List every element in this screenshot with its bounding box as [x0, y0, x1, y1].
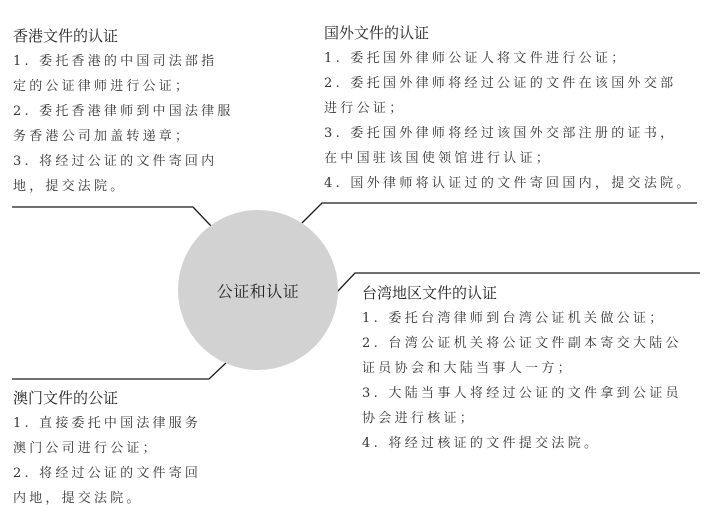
- macau-line: 澳门公司进行公证；: [13, 441, 159, 456]
- macau-line: 内地，提交法院。: [13, 491, 143, 506]
- foreign-title: 国外文件的认证: [324, 24, 430, 42]
- macau-title: 澳门文件的公证: [13, 389, 119, 407]
- foreign-line: 4. 国外律师将认证过的文件寄回国内，提交法院。: [324, 176, 693, 191]
- macau-block: [13, 387, 201, 511]
- hongkong-line: 务香港公司加盖转递章；: [13, 129, 192, 144]
- foreign-line: 2. 委托国外律师将经过公证的文件在该国外交部: [324, 76, 677, 91]
- taiwan-line: 4. 将经过核证的文件提交法院。: [362, 436, 601, 451]
- hongkong-title: 香港文件的认证: [13, 27, 119, 45]
- macau-line: 1. 直接委托中国法律服务: [13, 416, 202, 431]
- foreign-line: 3. 委托国外律师将经过该国外交部注册的证书，: [324, 126, 677, 141]
- taiwan-line: 1. 委托台湾律师到台湾公证机关做公证；: [362, 311, 666, 326]
- hongkong-block: [13, 25, 234, 199]
- taiwan-line: 协会进行核证；: [362, 411, 477, 426]
- taiwan-line: 证员协会和大陆当事人一方；: [362, 361, 574, 376]
- hub-label: 公证和认证: [216, 281, 300, 301]
- hongkong-line: 3. 将经过公证的文件寄回内: [13, 154, 218, 169]
- connector-macau: [12, 361, 228, 379]
- foreign-block: [324, 22, 693, 196]
- taiwan-title: 台湾地区文件的认证: [362, 284, 498, 302]
- foreign-line: 进行公证；: [324, 101, 406, 116]
- taiwan-block: [362, 282, 682, 456]
- hongkong-line: 地，提交法院。: [13, 179, 127, 194]
- foreign-line: 在中国驻该国使领馆进行认证；: [324, 151, 553, 166]
- connector-hongkong: [12, 207, 211, 226]
- central-hub-circle: [178, 210, 338, 370]
- taiwan-line: 3. 大陆当事人将经过公证的文件拿到公证员: [362, 386, 682, 401]
- taiwan-line: 2. 台湾公证机关将公证文件副本寄交大陆公: [362, 336, 682, 351]
- connector-foreign: [302, 203, 697, 223]
- hongkong-line: 2. 委托香港律师到中国法律服: [13, 104, 234, 119]
- macau-line: 2. 将经过公证的文件寄回: [13, 466, 202, 481]
- foreign-line: 1. 委托国外律师公证人将文件进行公证；: [324, 51, 628, 66]
- hongkong-line: 1. 委托香港的中国司法部指: [13, 54, 218, 69]
- hongkong-line: 定的公证律师进行公证；: [13, 79, 192, 94]
